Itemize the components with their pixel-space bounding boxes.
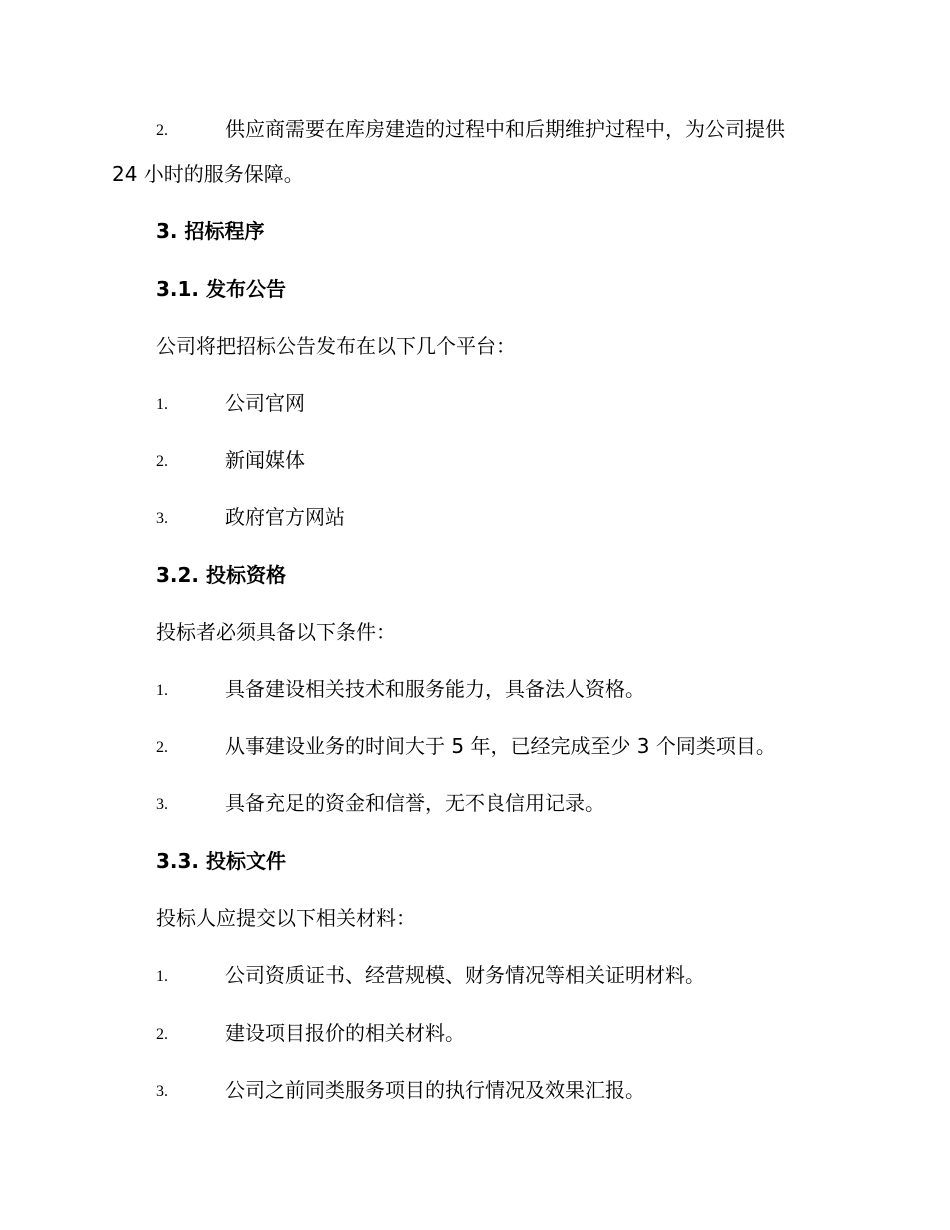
- list-number: 1.: [156, 682, 168, 699]
- list-item-text: 从事建设业务的时间大于 5 年，已经完成至少 3 个同类项目。: [225, 734, 776, 758]
- subsection-heading: 3.2. 投标资格: [156, 563, 286, 587]
- paragraph: 公司将把招标公告发布在以下几个平台：: [156, 334, 516, 358]
- list-number: 3.: [156, 510, 168, 527]
- list-item-text: 政府官方网站: [225, 505, 345, 529]
- paragraph: 投标人应提交以下相关材料：: [156, 906, 416, 930]
- list-item-text: 公司官网: [225, 391, 305, 415]
- list-item-text-continued: 24 小时的服务保障。: [112, 162, 304, 186]
- list-item-text: 具备建设相关技术和服务能力，具备法人资格。: [225, 677, 645, 701]
- list-item-text: 供应商需要在库房建造的过程中和后期维护过程中，为公司提供: [225, 117, 785, 141]
- subsection-heading: 3.1. 发布公告: [156, 277, 286, 301]
- section-heading: 3. 招标程序: [156, 219, 265, 243]
- list-number: 1.: [156, 968, 168, 985]
- list-number: 3.: [156, 796, 168, 813]
- list-item-text: 建设项目报价的相关材料。: [225, 1021, 465, 1045]
- list-item-text: 具备充足的资金和信誉，无不良信用记录。: [225, 791, 605, 815]
- list-number: 2.: [156, 739, 168, 756]
- list-item-text: 公司之前同类服务项目的执行情况及效果汇报。: [225, 1078, 645, 1102]
- list-number: 2.: [156, 1026, 168, 1043]
- paragraph: 投标者必须具备以下条件：: [156, 620, 396, 644]
- list-item-text: 公司资质证书、经营规模、财务情况等相关证明材料。: [225, 963, 705, 987]
- subsection-heading: 3.3. 投标文件: [156, 849, 286, 873]
- list-number: 1.: [156, 396, 168, 413]
- list-item-text: 新闻媒体: [225, 448, 305, 472]
- list-number: 2.: [156, 122, 168, 139]
- list-number: 2.: [156, 453, 168, 470]
- list-number: 3.: [156, 1083, 168, 1100]
